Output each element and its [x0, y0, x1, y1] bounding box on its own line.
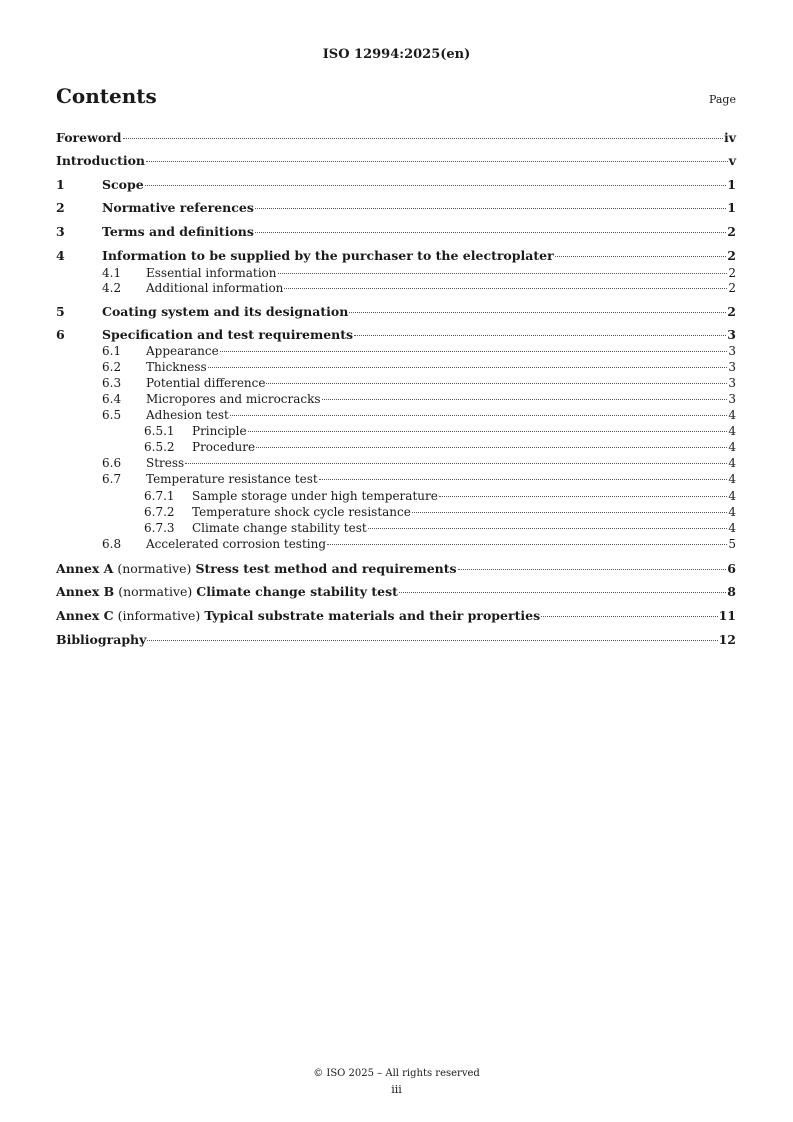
toc-entry-number: 6.7.2	[144, 505, 175, 519]
toc-entry-page: 2	[728, 281, 736, 295]
dot-leader	[541, 616, 717, 617]
toc-entry-title: Additional information	[146, 281, 284, 295]
toc-entry-number: 4	[56, 248, 65, 263]
dot-leader	[327, 544, 727, 545]
toc-entry-page: 6	[727, 561, 736, 576]
toc-entry-page: 4	[728, 408, 736, 422]
toc-entry[interactable]	[56, 392, 736, 406]
toc-entry[interactable]	[56, 472, 736, 486]
dot-leader	[146, 161, 728, 162]
dot-leader	[255, 208, 726, 209]
dot-leader	[278, 273, 728, 274]
toc-entry-number: 6.7	[102, 472, 122, 486]
toc-entry-page: 4	[728, 456, 736, 470]
toc-entry-title: Normative references	[102, 200, 254, 215]
toc-entry-number: 2	[56, 200, 65, 215]
toc-entry-title: Bibliography	[56, 632, 147, 647]
toc-entry[interactable]	[56, 440, 736, 454]
toc-entry-title: Specification and test requirements	[102, 327, 354, 342]
toc-entry[interactable]	[56, 408, 736, 422]
dot-leader	[255, 232, 726, 233]
toc-entry-number: 1	[56, 177, 65, 192]
toc-entry[interactable]	[56, 376, 736, 390]
toc-entry[interactable]	[56, 456, 736, 470]
toc-entry[interactable]	[56, 562, 736, 576]
toc-entry-title: Scope	[102, 177, 144, 192]
toc-entry-page: 3	[728, 344, 736, 358]
toc-entry-page: 11	[718, 608, 736, 623]
dot-leader	[185, 463, 727, 464]
toc-entry-title: Stress test method and requirements	[195, 561, 457, 576]
contents-title: Contents	[56, 84, 157, 108]
toc-entry-page: 3	[728, 376, 736, 390]
dot-leader	[439, 496, 728, 497]
dot-leader	[145, 185, 727, 186]
toc-entry-title: Climate change stability test	[192, 521, 367, 535]
toc-annex-kind: (informative)	[117, 608, 201, 623]
toc-entry-page: 12	[718, 632, 736, 647]
dot-leader	[319, 479, 728, 480]
toc-entry[interactable]	[56, 328, 736, 342]
toc-entry-number: 6.1	[102, 344, 122, 358]
toc-entry[interactable]	[56, 281, 736, 295]
toc-entry-title: Foreword	[56, 130, 122, 145]
dot-leader	[368, 528, 728, 529]
toc-entry-title: Terms and definitions	[102, 224, 254, 239]
toc-annex-label: Annex B	[56, 584, 115, 599]
toc-entry[interactable]	[56, 633, 736, 647]
toc-entry-page: 3	[727, 327, 736, 342]
toc-entry-title: Sample storage under high temperature	[192, 489, 438, 503]
dot-leader	[555, 256, 727, 257]
toc-entry[interactable]	[56, 424, 736, 438]
dot-leader	[349, 312, 726, 313]
dot-leader	[248, 431, 728, 432]
document-id-header: ISO 12994:2025(en)	[322, 47, 471, 62]
toc-entry-title: Introduction	[56, 153, 146, 168]
toc-entry-page: 2	[727, 224, 736, 239]
toc-entry-number: 4.2	[102, 281, 122, 295]
toc-entry-title: Climate change stability test	[196, 584, 398, 599]
toc-entry[interactable]	[56, 521, 736, 535]
toc-entry-page: 4	[728, 440, 736, 454]
toc-entry-page: 4	[728, 505, 736, 519]
toc-entry-title: Typical substrate materials and their properties	[204, 608, 541, 623]
toc-entry-page: 2	[728, 266, 736, 280]
toc-annex-label: Annex A	[56, 561, 114, 576]
toc-entry-number: 6.2	[102, 360, 122, 374]
toc-entry-title: Accelerated corrosion testing	[146, 537, 327, 551]
toc-entry-number: 6	[56, 327, 65, 342]
toc-entry[interactable]	[56, 305, 736, 319]
toc-entry-page: 1	[727, 200, 736, 215]
toc-annex-kind: (normative)	[117, 561, 192, 576]
toc-entry-page: 4	[728, 489, 736, 503]
dot-leader	[412, 512, 728, 513]
dot-leader	[230, 415, 728, 416]
toc-entry-page: 8	[727, 584, 736, 599]
toc-entry-page: 4	[728, 472, 736, 486]
dot-leader	[284, 288, 727, 289]
toc-entry[interactable]	[56, 266, 736, 280]
toc-entry-title: Information to be supplied by the purchaser to the electroplater	[102, 248, 554, 263]
toc-entry-number: 6.5.2	[144, 440, 175, 454]
toc-entry-number: 6.6	[102, 456, 122, 470]
toc-entry[interactable]	[56, 249, 736, 263]
toc-entry-title: Temperature resistance test	[146, 472, 318, 486]
toc-entry-title: Appearance	[146, 344, 219, 358]
toc-entry-title: Procedure	[192, 440, 256, 454]
page-footer	[0, 1066, 793, 1098]
toc-entry-title: Micropores and microcracks	[146, 392, 321, 406]
toc-entry-page: 2	[727, 304, 736, 319]
toc-entry-page: 4	[728, 424, 736, 438]
toc-entry-number: 6.7.3	[144, 521, 175, 535]
toc-entry-title: Adhesion test	[146, 408, 229, 422]
toc-entry-page: 2	[727, 248, 736, 263]
toc-entry[interactable]	[56, 225, 736, 239]
toc-entry-title: Stress	[146, 456, 185, 470]
dot-leader	[147, 640, 717, 641]
toc-entry-page: 5	[728, 537, 736, 551]
toc-entry[interactable]	[56, 360, 736, 374]
toc-entry-page: 3	[728, 392, 736, 406]
dot-leader	[256, 447, 727, 448]
toc-entry[interactable]	[56, 585, 736, 599]
toc-entry-number: 6.7.1	[144, 489, 175, 503]
dot-leader	[123, 138, 723, 139]
dot-leader	[208, 367, 728, 368]
toc-entry-page: v	[728, 153, 736, 168]
toc-entry-number: 3	[56, 224, 65, 239]
toc-entry[interactable]	[56, 178, 736, 192]
toc-entry-number: 4.1	[102, 266, 122, 280]
toc-entry-title: Essential information	[146, 266, 277, 280]
toc-entry-number: 5	[56, 304, 65, 319]
toc-entry-title: Coating system and its designation	[102, 304, 349, 319]
dot-leader	[354, 335, 726, 336]
toc-annex-kind: (normative)	[118, 584, 193, 599]
toc-entry-number: 6.8	[102, 537, 122, 551]
dot-leader	[322, 399, 728, 400]
toc-entry-number: 6.5	[102, 408, 122, 422]
dot-leader	[220, 351, 728, 352]
toc-entry[interactable]	[56, 154, 736, 168]
dot-leader	[266, 383, 727, 384]
toc-entry[interactable]	[56, 505, 736, 519]
page-number: iii	[391, 1083, 402, 1096]
toc-entry-title: Temperature shock cycle resistance	[192, 505, 411, 519]
copyright-notice: © ISO 2025 – All rights reserved	[313, 1068, 480, 1079]
toc-entry[interactable]	[56, 609, 736, 623]
toc-entry-page: 3	[728, 360, 736, 374]
toc-entry-title: Principle	[192, 424, 247, 438]
page-column-label: Page	[708, 93, 736, 106]
toc-entry-number: 6.3	[102, 376, 122, 390]
toc-annex-label: Annex C	[56, 608, 114, 623]
toc-entry-number: 6.5.1	[144, 424, 175, 438]
toc-entry[interactable]	[56, 344, 736, 358]
toc-entry[interactable]	[56, 537, 736, 551]
toc-entry-number: 6.4	[102, 392, 122, 406]
toc-entry-page: 1	[727, 177, 736, 192]
toc-entry-page: 4	[728, 521, 736, 535]
toc-entry-page: iv	[723, 130, 736, 145]
toc-entry-title: Potential difference	[146, 376, 266, 390]
toc-entry[interactable]	[56, 489, 736, 503]
toc-entry-title: Thickness	[146, 360, 207, 374]
toc-entry[interactable]	[56, 131, 736, 145]
dot-leader	[399, 592, 726, 593]
dot-leader	[458, 569, 727, 570]
toc-entry[interactable]	[56, 201, 736, 215]
